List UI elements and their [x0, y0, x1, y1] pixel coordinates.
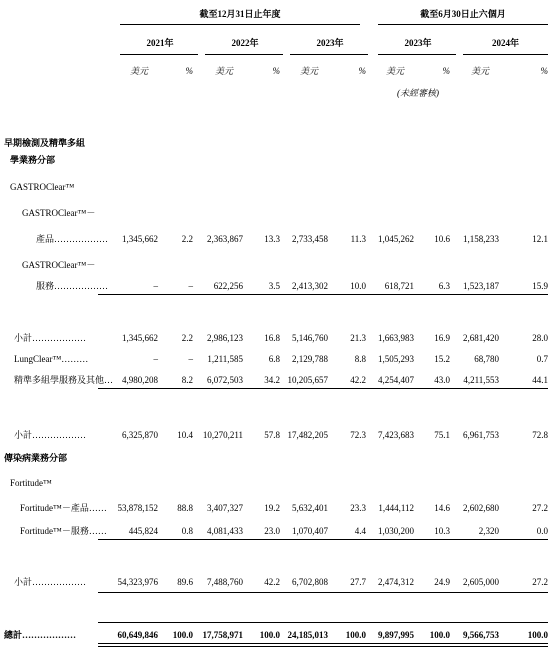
- table-cell: 17,758,971: [202, 630, 243, 640]
- year-rule-1: [120, 54, 198, 55]
- sum-rule: [439, 622, 548, 623]
- table-cell: 10.6: [434, 234, 450, 244]
- table-cell: 72.3: [350, 430, 366, 440]
- table-cell: 1,345,662: [122, 234, 158, 244]
- table-cell: 2.2: [181, 234, 193, 244]
- table-cell: 2,986,123: [207, 333, 243, 343]
- table-cell: 1,444,112: [378, 503, 414, 513]
- sum-rule: [439, 539, 548, 540]
- unit-usd-2: 美元: [299, 66, 318, 76]
- year-2024-half: 2024年: [491, 38, 519, 48]
- table-cell: 100.0: [259, 630, 280, 640]
- table-cell: 1,663,983: [378, 333, 414, 343]
- table-cell: 16.9: [434, 333, 450, 343]
- table-cell: 7,423,683: [378, 430, 414, 440]
- year-rule-5: [463, 54, 548, 55]
- table-cell: 3.5: [268, 281, 280, 291]
- table-cell: –: [188, 354, 193, 364]
- sum-rule: [268, 646, 366, 647]
- sum-rule: [98, 539, 193, 540]
- table-cell: 15.9: [532, 281, 548, 291]
- sum-rule: [268, 592, 366, 593]
- table-cell: 14.6: [434, 503, 450, 513]
- table-cell: 4,980,208: [122, 375, 158, 385]
- table-cell: 21.3: [350, 333, 366, 343]
- table-cell: 75.1: [434, 430, 450, 440]
- table-cell: 100.0: [527, 630, 548, 640]
- table-cell: 2,413,302: [292, 281, 328, 291]
- sum-rule: [354, 294, 450, 295]
- unit-usd-0: 美元: [129, 66, 148, 76]
- year-rule-2: [205, 54, 283, 55]
- unit-pct-2: %: [358, 66, 366, 76]
- row-label: 早期檢測及精準多組: [4, 138, 86, 148]
- table-cell: 68,780: [474, 354, 499, 364]
- table-cell: 42.2: [264, 577, 280, 587]
- unit-usd-3: 美元: [385, 66, 404, 76]
- table-cell: 89.6: [177, 577, 193, 587]
- sum-rule: [183, 294, 280, 295]
- table-cell: 6,961,753: [463, 430, 499, 440]
- table-cell: 11.3: [350, 234, 366, 244]
- table-cell: 618,721: [384, 281, 414, 291]
- sum-rule: [354, 643, 450, 644]
- table-cell: 100.0: [345, 630, 366, 640]
- sum-rule: [268, 643, 366, 644]
- table-cell: 9,566,753: [463, 630, 499, 640]
- sum-rule: [98, 294, 193, 295]
- table-cell: 1,070,407: [292, 526, 328, 536]
- sum-rule: [183, 646, 280, 647]
- table-cell: 43.0: [434, 375, 450, 385]
- year-2021: 2021年: [146, 38, 174, 48]
- row-label: 小計………………: [14, 430, 87, 440]
- sum-rule: [98, 388, 193, 389]
- sum-rule: [439, 643, 548, 644]
- row-label: Fortitude™－服務……: [20, 526, 107, 536]
- table-cell: 1,505,293: [378, 354, 414, 364]
- sum-rule: [98, 643, 193, 644]
- table-cell: 19.2: [264, 503, 280, 513]
- table-cell: 8.8: [354, 354, 366, 364]
- table-cell: 1,211,585: [207, 354, 243, 364]
- sum-rule: [354, 646, 450, 647]
- table-cell: 27.2: [532, 577, 548, 587]
- row-label: GASTROClear™－: [22, 260, 96, 270]
- unit-pct-3: %: [442, 66, 450, 76]
- unit-pct-4: %: [540, 66, 548, 76]
- table-cell: –: [188, 281, 193, 291]
- table-cell: 5,632,401: [292, 503, 328, 513]
- row-label: 小計………………: [14, 577, 87, 587]
- table-cell: 6,325,870: [122, 430, 158, 440]
- table-cell: 16.8: [264, 333, 280, 343]
- header-half-rule: [378, 24, 548, 25]
- row-label: 精準多組學服務及其他…: [14, 375, 114, 385]
- table-cell: 10,205,657: [287, 375, 328, 385]
- table-cell: 4,254,407: [378, 375, 414, 385]
- sum-rule: [268, 622, 366, 623]
- table-cell: –: [153, 281, 158, 291]
- table-cell: 9,897,995: [378, 630, 414, 640]
- table-cell: 4,211,553: [463, 375, 499, 385]
- sum-rule: [183, 643, 280, 644]
- sum-rule: [439, 294, 548, 295]
- sum-rule: [183, 388, 280, 389]
- table-cell: 4,081,433: [207, 526, 243, 536]
- table-cell: 12.1: [532, 234, 548, 244]
- table-cell: 10.3: [434, 526, 450, 536]
- table-cell: 7,488,760: [207, 577, 243, 587]
- table-cell: 5,146,760: [292, 333, 328, 343]
- table-cell: 2,602,680: [463, 503, 499, 513]
- table-cell: 8.2: [181, 375, 193, 385]
- row-label: 服務………………: [36, 281, 109, 291]
- table-cell: 4.4: [354, 526, 366, 536]
- table-cell: 0.0: [536, 526, 548, 536]
- table-cell: 24.9: [434, 577, 450, 587]
- sum-rule: [98, 622, 193, 623]
- table-cell: 42.2: [350, 375, 366, 385]
- sum-rule: [439, 388, 548, 389]
- row-label: Fortitude™: [10, 478, 52, 488]
- sum-rule: [183, 592, 280, 593]
- table-cell: 53,878,152: [117, 503, 158, 513]
- unaudited-note: (未經審核): [397, 88, 439, 98]
- table-cell: 6,702,808: [292, 577, 328, 587]
- unit-pct-0: %: [185, 66, 193, 76]
- table-cell: 2,320: [478, 526, 499, 536]
- table-cell: 2,474,312: [378, 577, 414, 587]
- year-rule-3: [290, 54, 368, 55]
- table-cell: 54,323,976: [117, 577, 158, 587]
- table-cell: 13.3: [264, 234, 280, 244]
- row-label: 學業務分部: [10, 155, 56, 165]
- year-2023: 2023年: [316, 38, 344, 48]
- table-cell: 10.0: [350, 281, 366, 291]
- row-label: LungClear™………: [14, 354, 89, 364]
- row-label: 小計………………: [14, 333, 87, 343]
- table-cell: 44.1: [532, 375, 548, 385]
- row-label: 傳染病業務分部: [4, 453, 68, 463]
- table-cell: 27.2: [532, 503, 548, 513]
- year-rule-4: [378, 54, 456, 55]
- table-cell: 27.7: [350, 577, 366, 587]
- table-cell: –: [153, 354, 158, 364]
- header-year-group: 截至12月31日止年度: [199, 9, 281, 19]
- table-cell: 6,072,503: [207, 375, 243, 385]
- table-cell: 1,030,200: [378, 526, 414, 536]
- table-cell: 0.7: [536, 354, 548, 364]
- table-cell: 2,605,000: [463, 577, 499, 587]
- table-cell: 60,649,846: [117, 630, 158, 640]
- table-cell: 1,523,187: [463, 281, 499, 291]
- unit-usd-4: 美元: [470, 66, 489, 76]
- table-cell: 23.3: [350, 503, 366, 513]
- table-cell: 2,681,420: [463, 333, 499, 343]
- table-cell: 1,158,233: [463, 234, 499, 244]
- table-cell: 2,363,867: [207, 234, 243, 244]
- table-cell: 88.8: [177, 503, 193, 513]
- row-label: GASTROClear™－: [22, 208, 96, 218]
- table-cell: 445,824: [128, 526, 158, 536]
- table-cell: 1,345,662: [122, 333, 158, 343]
- sum-rule: [268, 294, 366, 295]
- table-cell: 622,256: [213, 281, 243, 291]
- table-cell: 10.4: [177, 430, 193, 440]
- table-cell: 10,270,211: [202, 430, 243, 440]
- row-label: Fortitude™－產品……: [20, 503, 107, 513]
- sum-rule: [354, 622, 450, 623]
- unit-pct-1: %: [272, 66, 280, 76]
- table-cell: 6.8: [268, 354, 280, 364]
- table-cell: 2,733,458: [292, 234, 328, 244]
- table-cell: 100.0: [429, 630, 450, 640]
- table-cell: 3,407,327: [207, 503, 243, 513]
- table-cell: 2,129,788: [292, 354, 328, 364]
- header-half-group: 截至6月30日止六個月: [420, 9, 506, 19]
- sum-rule: [354, 592, 450, 593]
- row-label: GASTROClear™: [10, 182, 75, 192]
- table-cell: 1,045,262: [378, 234, 414, 244]
- sum-rule: [98, 646, 193, 647]
- sum-rule: [439, 646, 548, 647]
- table-cell: 100.0: [172, 630, 193, 640]
- table-cell: 34.2: [264, 375, 280, 385]
- table-cell: 23.0: [264, 526, 280, 536]
- table-cell: 6.3: [438, 281, 450, 291]
- table-cell: 57.8: [264, 430, 280, 440]
- sum-rule: [183, 539, 280, 540]
- sum-rule: [354, 539, 450, 540]
- row-label: 總計………………: [4, 630, 77, 640]
- unit-usd-1: 美元: [214, 66, 233, 76]
- table-cell: 24,185,013: [287, 630, 328, 640]
- table-cell: 2.2: [181, 333, 193, 343]
- table-cell: 28.0: [532, 333, 548, 343]
- sum-rule: [439, 592, 548, 593]
- sum-rule: [354, 388, 450, 389]
- table-cell: 0.8: [181, 526, 193, 536]
- year-2022: 2022年: [231, 38, 259, 48]
- sum-rule: [268, 539, 366, 540]
- table-cell: 15.2: [434, 354, 450, 364]
- sum-rule: [183, 622, 280, 623]
- sum-rule: [268, 388, 366, 389]
- header-year-rule: [120, 24, 360, 25]
- year-2023-half: 2023年: [404, 38, 432, 48]
- table-cell: 72.8: [532, 430, 548, 440]
- row-label: 產品………………: [36, 234, 109, 244]
- table-cell: 17,482,205: [287, 430, 328, 440]
- sum-rule: [98, 592, 193, 593]
